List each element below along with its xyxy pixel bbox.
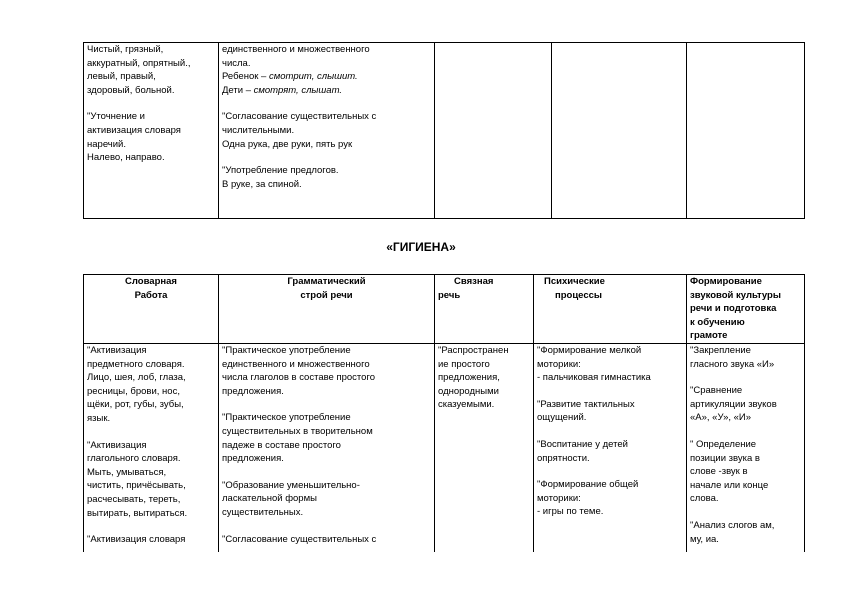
text-line: глагольного словаря. — [87, 453, 181, 465]
top-col2-cell — [219, 43, 435, 219]
text-line: расчесывать, тереть, — [87, 493, 181, 505]
text-line — [222, 70, 431, 84]
text-line: "Воспитание у детей — [537, 438, 628, 450]
text-line: позиции звука в — [690, 452, 760, 464]
text-line: слова. — [690, 493, 719, 505]
sound-culture-cell — [687, 344, 805, 553]
text-line: звуковой культуры — [690, 289, 781, 301]
text-line: процессы — [555, 289, 603, 301]
top-col1-cell — [84, 43, 219, 219]
text-line: - игры по теме. — [537, 506, 604, 518]
text-line: ие простого — [438, 358, 490, 370]
text-line: "Согласование существительных с — [222, 533, 377, 545]
text-line: "Образование уменьшительно- — [222, 479, 360, 491]
grammar-cell — [219, 344, 435, 553]
text-line: существительных в творительном — [222, 425, 373, 437]
text-line: начале или конце — [690, 479, 769, 491]
text-line: чистить, причёсывать, — [87, 480, 186, 492]
text-line: гласного звука «И» — [690, 358, 775, 370]
text-line: щёки, рот, губы, зубы, — [87, 399, 184, 411]
header-connected-speech — [435, 275, 534, 344]
text-line: моторики: — [537, 492, 581, 504]
text-line: единственного и множественного — [222, 44, 370, 55]
text-line: Формирование — [690, 276, 762, 287]
text-line: предложения. — [222, 385, 284, 397]
table-row — [84, 43, 805, 219]
text-line: Лицо, шея, лоб, глаза, — [87, 372, 186, 384]
mental-processes-cell — [534, 344, 687, 553]
text-line: Словарная — [125, 276, 177, 287]
header-grammar — [219, 275, 435, 344]
text-line: опрятности. — [537, 452, 590, 464]
text-line: "Формирование мелкой — [537, 345, 642, 356]
text-line: "Формирование общей — [537, 479, 639, 491]
text-run-italic: смотрят, слышат. — [253, 84, 343, 96]
text-line: предложения. — [222, 453, 284, 465]
text-line: "Развитие тактильных — [537, 398, 635, 410]
top-col3-cell — [435, 43, 552, 219]
text-line: "Уточнение и — [87, 111, 145, 123]
text-line: Мыть, умываться, — [87, 466, 167, 478]
text-line: однородными — [438, 385, 499, 397]
text-line: речь — [438, 289, 461, 301]
text-line: язык. — [87, 412, 111, 424]
text-line: артикуляции звуков — [690, 398, 777, 410]
text-run: Ребенок – — [222, 71, 269, 83]
hygiene-table — [83, 274, 805, 552]
text-line: "Анализ слогов ам, — [690, 519, 775, 531]
text-line: «А», «У», «И» — [690, 412, 752, 424]
text-line: "Распространен — [438, 345, 509, 356]
text-line: " Определение — [690, 438, 757, 450]
top-col5-cell — [687, 43, 805, 219]
text-line: ласкательной формы — [222, 493, 317, 505]
text-line: существительных. — [222, 506, 304, 518]
text-line: "Сравнение — [690, 385, 743, 397]
text-line: "Практическое употребление — [222, 412, 351, 424]
text-line: "Активизация — [87, 439, 147, 451]
text-line: слове -звук в — [690, 466, 748, 478]
connected-speech-cell — [435, 344, 534, 553]
text-line: ресницы, брови, нос, — [87, 385, 180, 397]
text-line: "Практическое употребление — [222, 345, 351, 356]
text-line: числа. — [222, 57, 251, 69]
header-sound-culture — [687, 275, 805, 344]
text-line: предметного словаря. — [87, 358, 185, 370]
header-vocabulary — [84, 275, 219, 344]
text-line: аккуратный, опрятный., — [87, 57, 191, 69]
text-line: падеже в составе простого — [222, 439, 341, 451]
text-line: активизация словаря — [87, 124, 181, 136]
text-line: моторики: — [537, 358, 581, 370]
text-line: речи и подготовка — [690, 303, 777, 315]
text-run: Дети – — [222, 84, 254, 96]
text-line: здоровый, больной. — [87, 84, 175, 96]
text-line: наречий. — [87, 138, 126, 150]
text-line: ощущений. — [537, 412, 587, 424]
text-line: Налево, направо. — [87, 152, 165, 164]
text-line: "Употребление предлогов. — [222, 165, 339, 177]
text-line: предложения, — [438, 372, 500, 384]
text-line: В руке, за спиной. — [222, 178, 302, 190]
text-line: строй речи — [300, 289, 353, 301]
table-header-row — [84, 275, 805, 344]
text-line: Работа — [134, 289, 168, 301]
text-line: Чистый, грязный, — [87, 44, 164, 55]
text-line: - пальчиковая гимнастика — [537, 372, 651, 384]
text-line: Одна рука, две руки, пять рук — [222, 138, 353, 150]
text-line: "Закрепление — [690, 345, 751, 356]
vocabulary-cell — [84, 344, 219, 553]
text-run-italic: смотрит, слышит. — [268, 71, 358, 83]
text-line: грамоте — [690, 330, 728, 342]
text-line: Грамматический — [287, 276, 366, 287]
text-line: сказуемыми. — [438, 399, 495, 411]
header-mental-processes — [534, 275, 687, 344]
table-row — [84, 344, 805, 553]
text-line: левый, правый, — [87, 71, 156, 83]
top-table — [83, 42, 805, 219]
text-line: "Активизация словаря — [87, 534, 186, 546]
text-line — [222, 84, 431, 98]
text-line: "Активизация — [87, 345, 147, 356]
text-line: единственного и множественного — [222, 358, 370, 370]
text-line: вытирать, вытираться. — [87, 507, 188, 519]
text-line: Связная — [454, 276, 494, 287]
section-title: «ГИГИЕНА» — [386, 240, 456, 254]
text-line: числительными. — [222, 124, 295, 136]
text-line: "Согласование существительных с — [222, 111, 377, 123]
text-line: му, иа. — [690, 533, 719, 545]
text-line: к обучению — [690, 316, 745, 328]
top-col4-cell — [552, 43, 687, 219]
text-line: Психические — [544, 276, 605, 287]
text-line: числа глаголов в составе простого — [222, 372, 376, 384]
